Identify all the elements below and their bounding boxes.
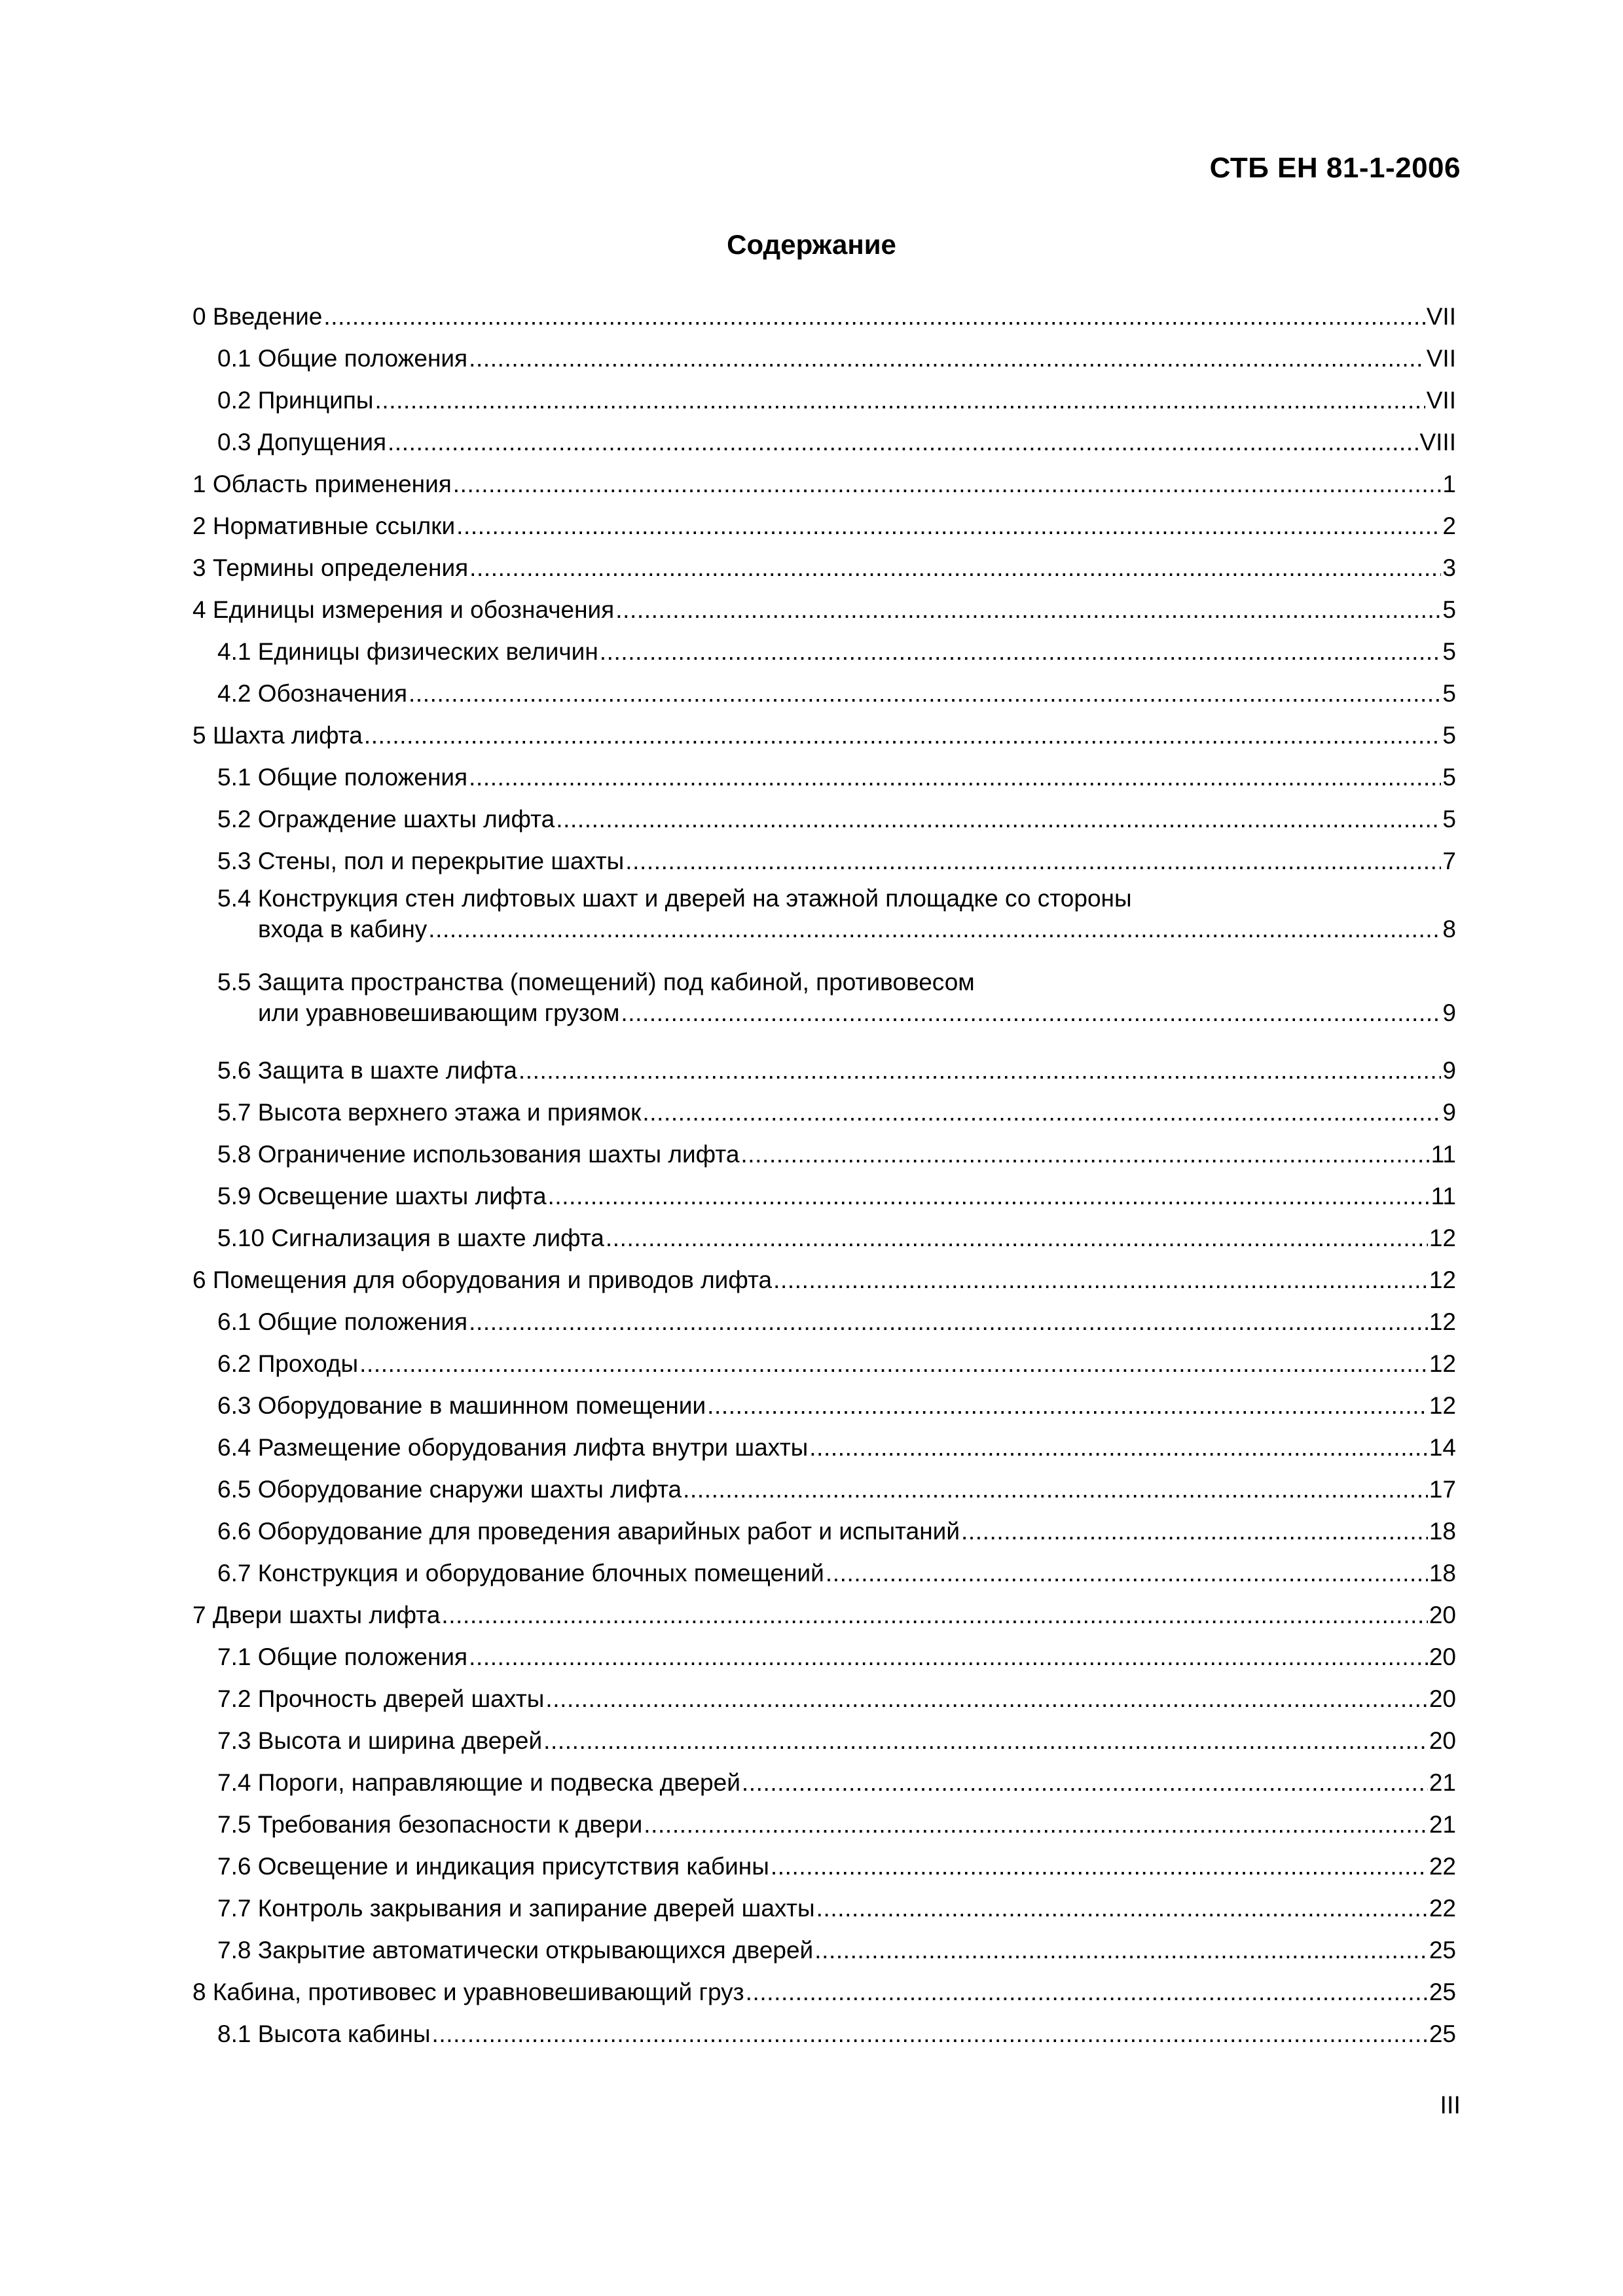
- toc-entry-page: 5: [1442, 638, 1456, 665]
- toc-entry[interactable]: [192, 1217, 1456, 1259]
- toc-entry[interactable]: [192, 1720, 1456, 1762]
- toc-entry-page: 22: [1429, 1895, 1456, 1922]
- toc-entry-title: 6.3 Оборудование в машинном помещении: [217, 1392, 706, 1419]
- toc-entry[interactable]: [192, 715, 1456, 757]
- dot-leader: [707, 1385, 1428, 1427]
- toc-entry-page: VII: [1426, 345, 1456, 372]
- toc-entry-title: 0 Введение: [192, 303, 323, 330]
- toc-entry-title: 7.3 Высота и ширина дверей: [217, 1727, 543, 1754]
- toc-entry[interactable]: [192, 1385, 1456, 1427]
- dot-leader: [826, 1552, 1428, 1594]
- dot-leader: [543, 1720, 1428, 1762]
- dot-leader: [556, 798, 1441, 840]
- toc-entry-title: 4.2 Обозначения: [217, 680, 408, 707]
- toc-entry[interactable]: [192, 631, 1456, 673]
- toc-entry-page: 21: [1429, 1811, 1456, 1838]
- toc-entry-page: VII: [1426, 387, 1456, 414]
- toc-entry-title: 4 Единицы измерения и обозначения: [192, 596, 615, 623]
- dot-leader: [809, 1427, 1428, 1469]
- toc-entry-page: 18: [1429, 1560, 1456, 1587]
- toc-entry[interactable]: [192, 422, 1456, 463]
- toc-entry-page: 7: [1442, 848, 1456, 874]
- toc-entry[interactable]: [192, 1804, 1456, 1846]
- dot-leader: [773, 1259, 1428, 1301]
- toc-entry-page: 12: [1429, 1350, 1456, 1377]
- dot-leader: [456, 505, 1441, 547]
- dot-leader: [746, 1971, 1428, 2013]
- dot-leader: [432, 2013, 1428, 2055]
- toc-entry-page: 17: [1429, 1476, 1456, 1503]
- toc-entry-page: 2: [1442, 512, 1456, 539]
- toc-entry[interactable]: [192, 1175, 1456, 1217]
- toc-entry[interactable]: [192, 380, 1456, 422]
- toc-entry-page: 21: [1429, 1769, 1456, 1796]
- toc-entry-title: 7.8 Закрытие автоматически открывающихся дверей: [217, 1937, 814, 1964]
- dot-leader: [469, 338, 1425, 380]
- toc-entry-title: 5 Шахта лифта: [192, 722, 363, 749]
- dot-leader: [771, 1846, 1428, 1888]
- toc-entry-page: 9: [1442, 999, 1456, 1026]
- toc-entry[interactable]: [192, 589, 1456, 631]
- toc-entry-title: 6 Помещения для оборудования и приводов лифта: [192, 1266, 773, 1293]
- toc-entry[interactable]: [192, 673, 1456, 715]
- toc-entry-title: 6.5 Оборудование снаружи шахты лифта: [217, 1476, 682, 1503]
- toc-entry[interactable]: [192, 1888, 1456, 1929]
- toc-entry[interactable]: [192, 2013, 1456, 2055]
- toc-entry-page: 9: [1442, 1099, 1456, 1126]
- dot-leader: [409, 673, 1441, 715]
- toc-entry-title: 1 Область применения: [192, 471, 452, 497]
- toc-entry[interactable]: [192, 1678, 1456, 1720]
- page-number: III: [1440, 2092, 1461, 2119]
- dot-leader: [740, 1134, 1429, 1175]
- toc-entry-title: 0.1 Общие положения: [217, 345, 468, 372]
- toc-entry[interactable]: [192, 1259, 1456, 1301]
- toc-entry-page: 20: [1429, 1685, 1456, 1712]
- toc-entry[interactable]: [192, 1929, 1456, 1971]
- toc-entry-title: 5.1 Общие положения: [217, 764, 468, 791]
- toc-entry-title: 7.6 Освещение и индикация присутствия кабины: [217, 1853, 769, 1880]
- dot-leader: [469, 1636, 1428, 1678]
- toc-entry[interactable]: [192, 798, 1456, 840]
- toc-entry-page: 20: [1429, 1602, 1456, 1628]
- toc-entry-title: 6.6 Оборудование для проведения аварийных работ и испытаний: [217, 1518, 960, 1545]
- toc-entry-title: 8.1 Высота кабины: [217, 2020, 431, 2047]
- toc-entry-page: 11: [1431, 1183, 1456, 1210]
- dot-leader: [621, 999, 1441, 1028]
- toc-entry-title: 7.5 Требования безопасности к двери: [217, 1811, 643, 1838]
- dot-leader: [606, 1217, 1428, 1259]
- toc-entry[interactable]: [192, 1427, 1456, 1469]
- dot-leader: [519, 1050, 1442, 1092]
- toc-entry-page: 25: [1429, 1937, 1456, 1964]
- dot-leader: [615, 589, 1441, 631]
- toc-entry-title: 8 Кабина, противовес и уравновешивающий груз: [192, 1979, 744, 2005]
- toc-entry-title: 6.2 Проходы: [217, 1350, 359, 1377]
- dot-leader: [548, 1175, 1430, 1217]
- dot-leader: [388, 422, 1418, 463]
- toc-entry-title: 5.10 Сигнализация в шахте лифта: [217, 1225, 604, 1251]
- toc-entry-page: 20: [1429, 1643, 1456, 1670]
- toc-entry-page: 12: [1429, 1308, 1456, 1335]
- toc-entry[interactable]: [192, 1343, 1456, 1385]
- toc-entry[interactable]: [192, 1762, 1456, 1804]
- toc-entry-title: 5.7 Высота верхнего этажа и приямок: [217, 1099, 642, 1126]
- toc-entry[interactable]: [192, 840, 1456, 882]
- dot-leader: [359, 1343, 1428, 1385]
- dot-leader: [469, 757, 1441, 798]
- toc-entry-title: 5.4 Конструкция стен лифтовых шахт и дверей на этажной площадке со стороны: [217, 885, 1132, 912]
- dot-leader: [469, 547, 1441, 589]
- dot-leader: [374, 380, 1425, 422]
- dot-leader: [364, 715, 1442, 757]
- toc-entry-title: 5.3 Стены, пол и перекрытие шахты: [217, 848, 625, 874]
- toc-entry-continuation: [217, 915, 1456, 966]
- toc-entry-title: 4.1 Единицы физических величин: [217, 638, 598, 665]
- dot-leader: [469, 1301, 1428, 1343]
- toc-entry-title: 5.9 Освещение шахты лифта: [217, 1183, 547, 1210]
- toc-entry[interactable]: [192, 1594, 1456, 1636]
- toc-entry[interactable]: [192, 1050, 1456, 1092]
- toc-entry-title: 7 Двери шахты лифта: [192, 1602, 441, 1628]
- toc-entry-title: 7.2 Прочность дверей шахты: [217, 1685, 545, 1712]
- toc-entry[interactable]: [192, 1511, 1456, 1552]
- toc-entry-title: 7.4 Пороги, направляющие и подвеска дверей: [217, 1769, 740, 1796]
- toc-entry-page: 25: [1429, 1979, 1456, 2005]
- toc-entry-title: 5.2 Ограждение шахты лифта: [217, 806, 555, 833]
- toc-entry[interactable]: [192, 1469, 1456, 1511]
- table-of-contents: [192, 296, 1456, 2055]
- dot-leader: [961, 1511, 1428, 1552]
- toc-entry-title: 0.2 Принципы: [217, 387, 374, 414]
- toc-entry-page: 1: [1442, 471, 1456, 497]
- toc-entry[interactable]: [192, 757, 1456, 798]
- toc-entry-title: 7.7 Контроль закрывания и запирание дверей шахты: [217, 1895, 815, 1922]
- dot-leader: [545, 1678, 1428, 1720]
- toc-entry[interactable]: [192, 1846, 1456, 1888]
- dot-leader: [742, 1762, 1428, 1804]
- toc-entry-title: 6.4 Размещение оборудования лифта внутри шахты: [217, 1434, 809, 1461]
- toc-entry-title-continued: входа в кабину: [258, 916, 428, 942]
- toc-entry-page: 8: [1442, 916, 1456, 942]
- toc-entry[interactable]: [192, 966, 1456, 1050]
- toc-entry[interactable]: [192, 1092, 1456, 1134]
- toc-entry-page: 3: [1442, 554, 1456, 581]
- toc-title: Содержание: [727, 229, 896, 260]
- toc-entry-page: 22: [1429, 1853, 1456, 1880]
- toc-entry-page: 11: [1431, 1141, 1456, 1168]
- dot-leader: [644, 1804, 1428, 1846]
- toc-entry[interactable]: [192, 1971, 1456, 2013]
- dot-leader: [683, 1469, 1428, 1511]
- toc-entry-title: 6.1 Общие положения: [217, 1308, 468, 1335]
- toc-entry[interactable]: [192, 338, 1456, 380]
- toc-entry[interactable]: [192, 1301, 1456, 1343]
- toc-entry-page: 12: [1429, 1392, 1456, 1419]
- toc-entry-page: VII: [1426, 303, 1456, 330]
- document-code: СТБ ЕН 81-1-2006: [1209, 152, 1461, 184]
- toc-entry-page: 18: [1429, 1518, 1456, 1545]
- toc-entry-title: 5.5 Защита пространства (помещений) под кабиной, противовесом: [217, 969, 975, 996]
- toc-entry-page: 5: [1442, 596, 1456, 623]
- dot-leader: [814, 1929, 1428, 1971]
- toc-entry-title: 6.7 Конструкция и оборудование блочных помещений: [217, 1560, 824, 1587]
- toc-entry-page: 5: [1442, 806, 1456, 833]
- dot-leader: [600, 631, 1442, 673]
- toc-entry-page: VIII: [1419, 429, 1456, 456]
- toc-entry-page: 20: [1429, 1727, 1456, 1754]
- toc-entry-title: 7.1 Общие положения: [217, 1643, 468, 1670]
- toc-entry-title: 2 Нормативные ссылки: [192, 512, 456, 539]
- toc-entry-continuation: [217, 999, 1456, 1050]
- dot-leader: [816, 1888, 1428, 1929]
- toc-entry-page: 5: [1442, 722, 1456, 749]
- dot-leader: [642, 1092, 1441, 1134]
- toc-entry[interactable]: [192, 296, 1456, 338]
- toc-entry-title: 3 Термины определения: [192, 554, 469, 581]
- toc-entry-title: 5.6 Защита в шахте лифта: [217, 1057, 517, 1084]
- dot-leader: [625, 840, 1441, 882]
- toc-entry[interactable]: [192, 1636, 1456, 1678]
- toc-entry-page: 5: [1442, 680, 1456, 707]
- toc-entry-page: 12: [1429, 1225, 1456, 1251]
- toc-entry-title: 5.8 Ограничение использования шахты лифта: [217, 1141, 740, 1168]
- toc-entry-page: 5: [1442, 764, 1456, 791]
- toc-entry[interactable]: [192, 1134, 1456, 1175]
- toc-entry[interactable]: [192, 547, 1456, 589]
- toc-entry-title-continued: или уравновешивающим грузом: [258, 999, 620, 1026]
- toc-entry[interactable]: [192, 505, 1456, 547]
- toc-entry[interactable]: [192, 463, 1456, 505]
- toc-entry-page: 14: [1429, 1434, 1456, 1461]
- toc-entry[interactable]: [192, 882, 1456, 966]
- dot-leader: [453, 463, 1442, 505]
- toc-entry-page: 9: [1442, 1057, 1456, 1084]
- dot-leader: [428, 915, 1441, 944]
- dot-leader: [441, 1594, 1427, 1636]
- dot-leader: [323, 296, 1425, 338]
- toc-entry[interactable]: [192, 1552, 1456, 1594]
- toc-entry-title: 0.3 Допущения: [217, 429, 387, 456]
- toc-entry-page: 25: [1429, 2020, 1456, 2047]
- toc-entry-page: 12: [1429, 1266, 1456, 1293]
